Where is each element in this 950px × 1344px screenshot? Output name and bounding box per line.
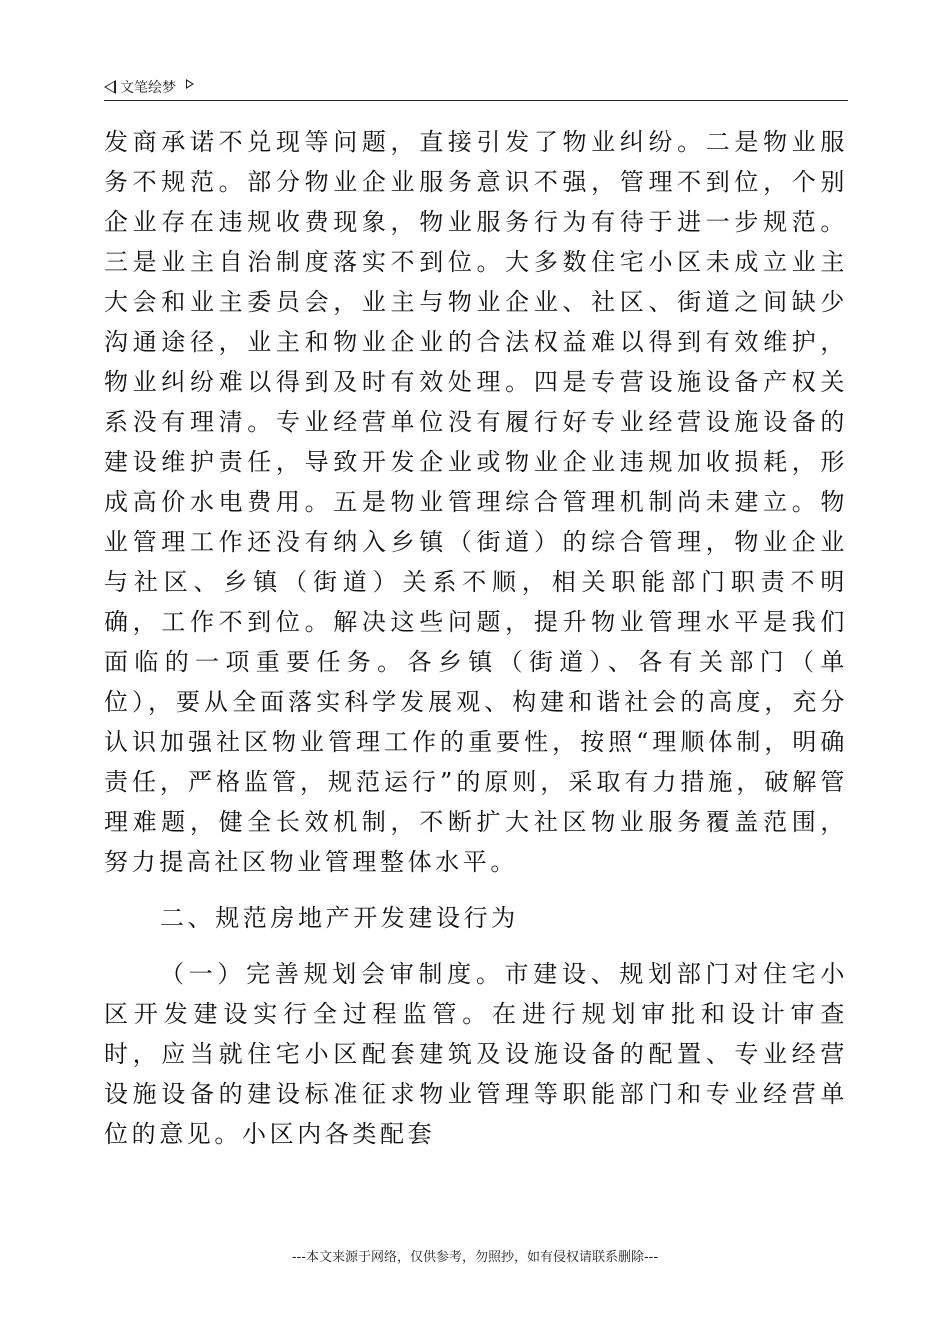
triangle-right-icon	[186, 79, 194, 89]
header-title: 文笔绘梦	[120, 80, 176, 96]
section-heading: 二、规范房地产开发建设行为	[160, 904, 519, 932]
document-body	[104, 122, 848, 1154]
triangle-left-icon	[104, 80, 116, 94]
header-divider	[104, 100, 848, 101]
page-header	[104, 74, 848, 100]
paragraph: （一）完善规划会审制度。市建设、规划部门对住宅小区开发建设实行全过程监管。在进行规划审批和设计审查时，应当就住宅小区配套建筑及设施设备的配置、专业经营设施设备的建设标准征求物业管理等职能部门和专业经营单位的意见。小区内各类配套	[104, 960, 848, 1148]
page-footer: ---本文来源于网络，仅供参考，勿照抄，如有侵权请联系删除---	[291, 1250, 659, 1265]
paragraph: 发商承诺不兑现等问题，直接引发了物业纠纷。二是物业服务不规范。部分物业企业服务意识不强，管理不到位，个别企业存在违规收费现象，物业服务行为有待于进一步规范。三是业主自治制度落实不到位。大多数住宅小区未成立业主大会和业主委员会，业主与物业企业、社区、街道之间缺少沟通途径，业主和物业企业的合法权益难以得到有效维护，物业纠纷难以得到及时有效处理。四是专营设施设备产权关系没有理清。专业经营单位没有履行好专业经营设施设备的建设维护责任，导致开发企业或物业企业违规加收损耗，形成高价水电费用。五是物业管理综合管理机制尚未建立。物业管理工作还没有纳入乡镇（街道）的综合管理，物业企业与社区、乡镇（街道）关系不顺，相关职能部门职责不明确，工作不到位。解决这些问题，提升物业管理水平是我们面临的一项重要任务。各乡镇（街道）、各有关部门（单位），要从全面落实科学发展观、构建和谐社会的高度，充分认识加强社区物业管理工作的重要性，按照“理顺体制，明确责任，严格监管，规范运行”的原则，采取有力措施，破解管理难题，健全长效机制，不断扩大社区物业服务覆盖范围，努力提高社区物业管理整体水平。	[104, 128, 848, 876]
